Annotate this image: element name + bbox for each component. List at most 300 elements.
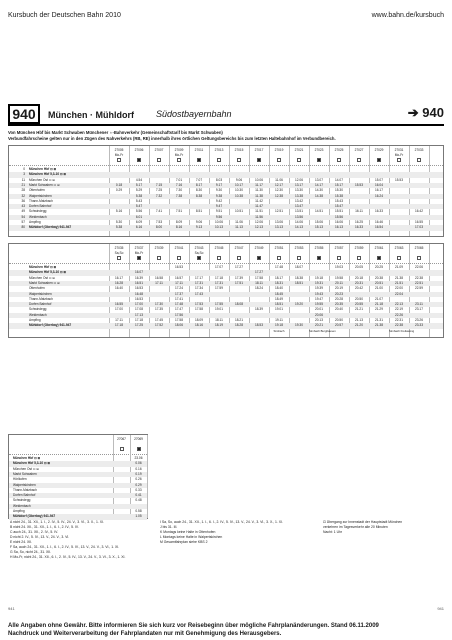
departure-time: 20.51 — [375, 280, 383, 285]
train-number: 27057 — [334, 246, 344, 250]
train-class-icon — [120, 447, 124, 451]
train-number: 27055 — [314, 246, 324, 250]
departure-time: 9.06 — [235, 177, 243, 182]
departure-time: 12.13 — [255, 225, 263, 230]
km-value: 32 — [21, 193, 25, 198]
service-square-icon — [389, 256, 409, 260]
page-number-left: 941 — [8, 606, 15, 611]
departure-time: 18.28 — [235, 323, 243, 328]
station-name: Thann-Matzbach — [13, 487, 37, 492]
departure-time: 16.11 — [355, 209, 363, 214]
notice-line-1: Von München Hbf bis Markt Schwaben Münchener ♁-Bahnverkehr (Gemeinschaftstarif bis Markt Schwaben) — [8, 130, 223, 135]
station-name: Mühldorf (Oberbay) 941-947 — [13, 514, 56, 519]
departure-time: 15.13 — [315, 225, 323, 230]
departure-time: 21.31 — [375, 318, 383, 322]
departure-time: 19.11 — [275, 318, 283, 322]
departure-time: 17.11 — [155, 280, 163, 285]
departure-time: 20.50 — [355, 296, 363, 301]
departure-time: 16.57 — [175, 275, 183, 280]
departure-time: 17.31 — [195, 280, 203, 285]
km-value: 21 — [21, 182, 25, 187]
station-name: Mühldorf (Oberbay) 941-947 — [29, 323, 72, 328]
station-name: München Ost ⊡ ⊞ — [13, 466, 40, 471]
departure-time: 7.01 — [175, 177, 183, 182]
departure-time: 13.56 — [295, 214, 303, 219]
departure-time: 17.03 — [415, 225, 423, 230]
departure-time: 10.51 — [235, 209, 243, 214]
station-name: München Hbf 5,3-10 ⊡ ⊞ — [29, 270, 67, 275]
departure-time: 17.47 — [175, 307, 183, 312]
departure-time: 5.30 — [115, 220, 123, 224]
train-class-icon — [177, 158, 181, 162]
departure-time: 0.16 — [135, 466, 142, 471]
departure-time: 18.31 — [275, 280, 283, 285]
legend-entry: M Gesamtfahrplan siehe KBS 2 — [160, 540, 208, 544]
departure-time: 17.13 — [135, 312, 143, 317]
day-restriction: Sa,So — [194, 251, 204, 255]
departure-time: 9.30 — [215, 188, 223, 193]
service-square-icon — [289, 256, 309, 260]
station-name: Markt Schwaben — [13, 471, 37, 476]
departure-time: 0.06 — [135, 461, 142, 466]
train-number: 27009 — [174, 148, 184, 152]
station-name: Ottenhofen — [29, 188, 45, 193]
train-class-icon — [277, 256, 281, 260]
departure-time: 18.19 — [215, 323, 223, 328]
departure-time: 15.53 — [355, 182, 363, 187]
departure-time: 20.55 — [355, 302, 363, 307]
service-symbol-row — [9, 256, 443, 262]
train-number: 27021 — [294, 148, 304, 152]
day-restriction: Mo-Fr — [174, 153, 184, 157]
departure-time: 22.00 — [395, 286, 403, 291]
page-number-right: 941 — [437, 606, 444, 611]
departure-time: 20.38 — [375, 275, 383, 280]
departure-time: 20.28 — [335, 296, 343, 301]
train-class-icon — [157, 158, 161, 162]
departure-time: 8.00 — [155, 225, 163, 230]
departure-time: 5.38 — [115, 225, 123, 230]
departure-time: 17.34 — [195, 286, 203, 291]
departure-time: 11.38 — [255, 193, 263, 198]
table-row — [9, 225, 443, 230]
departure-time: 19.03 — [335, 265, 343, 269]
departure-time: 21.51 — [395, 280, 403, 285]
departure-time: 18.40 — [275, 286, 283, 291]
departure-time: 15.51 — [335, 209, 343, 214]
train-number: 27063 — [394, 246, 404, 250]
departure-time: 23.17 — [415, 307, 423, 312]
train-number: 27039 — [154, 246, 164, 250]
departure-time: 18.07 — [295, 265, 303, 269]
service-square-icon — [349, 158, 369, 162]
departure-time: 14.07 — [335, 177, 343, 182]
train-class-icon — [377, 256, 381, 260]
departure-time: 20.42 — [355, 286, 363, 291]
legend-entry: ⊡ Übergang zur Innenstadt der Hauptstadt München — [323, 520, 403, 524]
departure-time: 19.43 — [315, 291, 323, 296]
notice-line-2: Verbundfahrscheine gelten nur in den Zügen des Nahverkehrs (RB, RE) innerhalb ihres örtlichen Geltungsbereichs bis zum letzten Haltebahnhof im Verbundbereich. — [8, 136, 336, 141]
departure-time: 16.40 — [115, 286, 123, 291]
departure-time: 11.47 — [255, 204, 263, 209]
departure-time: 17.11 — [115, 318, 123, 322]
departure-time: 17.30 — [155, 302, 163, 307]
train-number: 27006 — [134, 148, 144, 152]
service-square-icon — [329, 158, 349, 162]
departure-time: 0.18 — [115, 182, 123, 187]
page-header — [8, 12, 444, 24]
departure-time: 7.32 — [155, 193, 163, 198]
connection-note: Simbach — [273, 328, 285, 333]
station-name: Schwindegg — [29, 307, 47, 312]
train-class-icon — [197, 256, 201, 260]
station-name: Walpertskirchen — [29, 193, 52, 198]
departure-time: 6.16 — [135, 225, 143, 230]
route-name: München · Mühldorf — [48, 110, 134, 120]
departure-time: 20.05 — [355, 265, 363, 269]
departure-time: 7.25 — [155, 188, 163, 193]
departure-time: 16.33 — [355, 225, 363, 230]
train-class-icon — [357, 158, 361, 162]
departure-time: 16.53 — [175, 265, 183, 269]
legend-entry: verkehren im Tagesverkehr alle 20 Minuten — [323, 525, 388, 529]
train-class-icon — [137, 447, 141, 451]
departure-time: 8.51 — [195, 209, 203, 214]
departure-time: 5.43 — [135, 198, 143, 203]
station-name: Schwindegg — [13, 498, 31, 503]
station-name: Weidenbach — [29, 312, 47, 317]
departure-time: 5.56 — [135, 209, 143, 214]
station-name: Dorfen Bahnhof — [29, 302, 52, 307]
train-class-icon — [297, 158, 301, 162]
station-name: Dorfen Bahnhof — [29, 204, 52, 209]
train-number: 27053 — [294, 246, 304, 250]
departure-time: 19.18 — [275, 323, 283, 328]
departure-time: 17.55 — [215, 302, 223, 307]
departure-time: 17.52 — [155, 323, 163, 328]
departure-time: 21.20 — [355, 323, 363, 328]
departure-time: 22.26 — [395, 312, 403, 317]
train-number: 27031 — [394, 148, 404, 152]
departure-time: 7.16 — [175, 182, 183, 187]
departure-time: 15.56 — [335, 214, 343, 219]
departure-time: 17.11 — [175, 280, 183, 285]
service-square-icon — [189, 158, 209, 162]
station-name: München Hbf 5,3-10 ⊡ ⊞ — [13, 461, 51, 466]
departure-time: 11.17 — [255, 182, 263, 187]
timetable-block-1 — [8, 145, 444, 237]
service-square-icon — [130, 447, 147, 451]
departure-time: 13.38 — [295, 193, 303, 198]
station-name: Ottenhofen — [29, 286, 45, 291]
departure-time: 18.11 — [215, 318, 223, 322]
train-class-icon — [397, 158, 401, 162]
departure-time: 16.17 — [115, 275, 123, 280]
timetable-block-2 — [8, 243, 444, 338]
departure-time: 12.17 — [275, 182, 283, 187]
departure-time: 19.39 — [315, 286, 323, 291]
departure-time: 9.42 — [215, 198, 223, 203]
service-square-icon — [209, 256, 229, 260]
station-name: Dorfen Bahnhof — [13, 493, 36, 498]
departure-time: 14.06 — [295, 220, 303, 224]
header-divider — [9, 454, 147, 455]
departure-time: 14.38 — [315, 193, 323, 198]
departure-time: 19.30 — [295, 323, 303, 328]
departure-time: 20.01 — [315, 307, 323, 312]
route-number-box: 940 — [8, 104, 40, 124]
station-name: München Hbf ⊡ ⊞ — [13, 456, 41, 460]
departure-time: 15.06 — [315, 220, 323, 224]
train-number: 27047 — [234, 246, 244, 250]
route-number-right: 940 — [422, 105, 444, 120]
departure-time: 23.26 — [415, 318, 423, 322]
km-value: 28 — [21, 188, 25, 193]
legend-column-3 — [323, 520, 443, 535]
departure-time: 17.56 — [175, 312, 183, 317]
departure-time: 20.23 — [335, 291, 343, 296]
departure-time: 13.17 — [295, 182, 303, 187]
station-name: Ampfing — [13, 509, 25, 513]
train-number: 27029 — [374, 148, 384, 152]
km-value: 54 — [21, 214, 25, 219]
station-name: Ampfing — [29, 220, 41, 224]
departure-time: 22.19 — [395, 307, 403, 312]
departure-time: 0.19 — [135, 471, 142, 476]
departure-time: 0.58 — [135, 509, 142, 513]
train-number: 27061 — [374, 246, 384, 250]
departure-time: 7.07 — [195, 177, 203, 182]
departure-time: 20.35 — [335, 302, 343, 307]
legend-entry: F Sa, auch 24., 31. XII., 1. I., 6. I., 2. IV., 5. IV., 13. V., 24. V., 3. VI., 1. XI. — [10, 545, 120, 549]
departure-time: 12.06 — [255, 220, 263, 224]
departure-time: 18.16 — [195, 323, 203, 328]
service-square-icon — [349, 256, 369, 260]
departure-time: 15.30 — [335, 188, 343, 193]
departure-time: 11.42 — [255, 198, 263, 203]
departure-time: 12.51 — [275, 209, 283, 214]
departure-time: 17.18 — [135, 318, 143, 322]
train-class-icon — [237, 256, 241, 260]
train-class-icon — [237, 158, 241, 162]
departure-time: 8.03 — [215, 177, 223, 182]
departure-time: 0.33 — [135, 487, 142, 492]
service-square-icon — [149, 158, 169, 162]
departure-time: 17.58 — [175, 318, 183, 322]
departure-time: 18.38 — [295, 275, 303, 280]
departure-time: 16.53 — [135, 296, 143, 301]
service-square-icon — [409, 158, 429, 162]
departure-time: 21.07 — [375, 296, 383, 301]
km-value: 36 — [21, 198, 25, 203]
service-square-icon — [389, 158, 409, 162]
departure-time: 20.19 — [335, 286, 343, 291]
departure-time: 18.53 — [255, 323, 263, 328]
station-name: Markt Schwaben ⊡ ⊞ — [29, 182, 60, 187]
departure-time: 17.18 — [115, 323, 123, 328]
legend-column-2 — [160, 520, 320, 545]
station-name: Walpertskirchen — [29, 291, 52, 296]
train-number: 27011 — [194, 148, 204, 152]
departure-time: 8.09 — [175, 220, 183, 224]
departure-time: 0.29 — [135, 482, 142, 487]
km-value: 57 — [21, 220, 25, 224]
train-number: 27013 — [214, 148, 224, 152]
service-square-icon — [369, 158, 389, 162]
departure-time: 18.51 — [275, 302, 283, 307]
departure-time: 15.07 — [375, 177, 383, 182]
km-value: 80 — [21, 225, 25, 230]
timetable-title-bar — [8, 104, 444, 126]
departure-time: 17.31 — [215, 280, 223, 285]
departure-time: 7.53 — [155, 220, 163, 224]
departure-time: 0.29 — [115, 188, 123, 193]
train-class-icon — [137, 256, 141, 260]
train-number: 27049 — [254, 246, 264, 250]
departure-time: 10.38 — [235, 193, 243, 198]
legend-entry: E nicht 24. XII. — [10, 540, 33, 544]
departure-time: 19.18 — [315, 275, 323, 280]
train-class-icon — [337, 158, 341, 162]
departure-time: 23.06 — [134, 456, 143, 460]
station-name: München Ost ⊡ ⊞ — [29, 275, 56, 280]
tariff-notice — [8, 130, 444, 142]
train-number: 27051 — [274, 246, 284, 250]
departure-time: 7.30 — [175, 188, 183, 193]
legend-entry: K Montags keine Halte in Ottenhofen — [160, 530, 216, 534]
departure-time: 16.53 — [135, 286, 143, 291]
service-symbol-row — [9, 158, 443, 164]
departure-time: 5.16 — [115, 209, 123, 214]
departure-time: 7.38 — [175, 193, 183, 198]
station-name: Mühldorf (Oberbay) 941-947 — [29, 225, 72, 230]
departure-time: 18.08 — [235, 302, 243, 307]
legend-entry: H Mo-Fr, nicht 24., 31. XII., 6. I., 2. IV., 5. IV., 13. V., 24. V., 3. VI., 3. X., 1. XI. — [10, 555, 126, 559]
service-square-icon — [129, 256, 149, 260]
book-title: Kursbuch der Deutschen Bahn 2010 — [8, 12, 121, 19]
departure-time: 11.51 — [255, 209, 263, 214]
service-square-icon — [249, 256, 269, 260]
departure-time: 12.38 — [275, 193, 283, 198]
departure-time: 22.59 — [415, 286, 423, 291]
legend-entry: B nicht 24. XII., 31. XII., 1. I., 6. I., 2. IV., 5. IV. — [10, 525, 79, 529]
departure-time: 16.07 — [135, 270, 143, 275]
departure-time: 16.25 — [355, 220, 363, 224]
departure-time: 19.31 — [315, 280, 323, 285]
timetable-block-3 — [8, 434, 148, 519]
departure-time: 15.53 — [395, 177, 403, 182]
train-class-icon — [117, 256, 121, 260]
km-value: 0 — [23, 167, 25, 171]
departure-time: 16.55 — [415, 220, 423, 224]
departure-time: 20.06 — [315, 312, 323, 317]
departure-time: 17.51 — [235, 280, 243, 285]
departure-time: 23.11 — [415, 302, 423, 307]
departure-time: 17.41 — [175, 296, 183, 301]
departure-time: 21.00 — [375, 286, 383, 291]
service-square-icon — [269, 256, 289, 260]
departure-time: 20.40 — [335, 307, 343, 312]
departure-time: 19.47 — [315, 296, 323, 301]
departure-time: 17.53 — [195, 302, 203, 307]
train-class-icon — [177, 256, 181, 260]
station-name: München Hbf ⊡ ⊞ — [29, 265, 57, 269]
station-name: Weidenbach — [29, 214, 47, 219]
departure-time: 17.48 — [175, 302, 183, 307]
departure-time: 17.58 — [255, 275, 263, 280]
departure-time: 21.29 — [375, 307, 383, 312]
departure-time: 1.05 — [135, 514, 142, 519]
departure-time: 16.51 — [135, 280, 143, 285]
departure-time: 20.11 — [335, 280, 343, 285]
departure-time: 5.17 — [135, 182, 143, 187]
station-name: München Ost ⊡ ⊞ — [29, 177, 56, 182]
departure-time: 17.45 — [155, 318, 163, 322]
departure-time: 10.30 — [235, 188, 243, 193]
departure-time: 16.06 — [335, 220, 343, 224]
departure-time: 17.07 — [215, 265, 223, 269]
departure-time: 17.18 — [215, 275, 223, 280]
departure-time: 16.46 — [375, 220, 383, 224]
km-value: 43 — [21, 204, 25, 209]
departure-time: 16.17 — [375, 188, 383, 193]
departure-time: 17.39 — [235, 275, 243, 280]
train-number: 27041 — [174, 246, 184, 250]
departure-time: 6.01 — [135, 214, 143, 219]
departure-time: 13.13 — [275, 225, 283, 230]
train-class-icon — [217, 256, 221, 260]
station-name: Hörlkofen — [13, 477, 27, 482]
departure-time: 12.06 — [295, 177, 303, 182]
station-name: Weidenbach — [13, 503, 31, 508]
service-square-icon — [113, 447, 130, 451]
departure-time: 19.58 — [335, 275, 343, 280]
departure-time: 16.04 — [375, 182, 383, 187]
departure-time: 8.38 — [195, 193, 203, 198]
station-name: München Hbf ⊡ ⊞ — [29, 167, 57, 171]
departure-time: 14.51 — [315, 209, 323, 214]
departure-time: 7.51 — [175, 209, 183, 214]
train-number: 27019 — [274, 148, 284, 152]
departure-time: 4.54 — [135, 177, 143, 182]
departure-time: 16.39 — [135, 275, 143, 280]
train-class-icon — [317, 256, 321, 260]
departure-time: 19.55 — [315, 302, 323, 307]
departure-time: 21.18 — [375, 302, 383, 307]
departure-time: 16.13 — [335, 225, 343, 230]
departure-time: 13.47 — [295, 204, 303, 209]
train-class-icon — [317, 158, 321, 162]
column-divider — [147, 435, 148, 518]
train-number: 27037 — [134, 246, 144, 250]
train-class-icon — [377, 158, 381, 162]
departure-time: 11.30 — [255, 188, 263, 193]
connection-note: Simbach Freilassing — [389, 328, 415, 333]
service-square-icon — [169, 158, 189, 162]
departure-time: 21.38 — [395, 275, 403, 280]
header-divider — [9, 165, 443, 166]
departure-time: 14.13 — [295, 225, 303, 230]
departure-time: 10.06 — [215, 220, 223, 224]
departure-time: 5.29 — [135, 188, 143, 193]
departure-time: 20.13 — [315, 318, 323, 322]
service-square-icon — [169, 256, 189, 260]
departure-time: 19.01 — [275, 307, 283, 312]
departure-time: 0.41 — [135, 493, 142, 498]
day-restriction: Mo-Fr — [134, 251, 144, 255]
service-square-icon — [189, 256, 209, 260]
departure-time: 10.06 — [255, 177, 263, 182]
